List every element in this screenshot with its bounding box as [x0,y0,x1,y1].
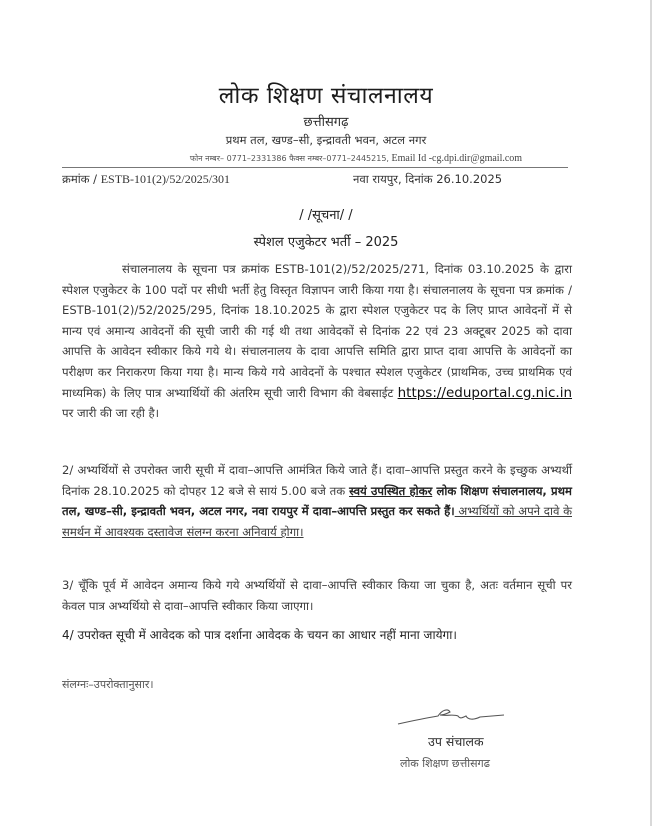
signature-icon [396,704,506,726]
paragraph-2-in-person: स्वयं उपस्थित होकर [349,483,433,498]
reference-number [62,172,230,187]
enclosure-note: संलग्नः–उपरोक्तानुसार। [62,678,154,691]
place-date: नवा रायपुर, दिनांक 26.10.2025 [353,172,503,186]
contact-line [0,153,652,164]
fax-number: फैक्स नम्बर–0771–2445215, [289,154,389,163]
notice-subject: स्पेशल एजुकेटर भर्ती – 2025 [253,235,399,250]
paragraph-2-text: 2/ अभ्यर्थियों से उपरोक्त जारी सूची में दावा–आपत्ति आमंत्रित किये जाते हैं। दावा–आपत्ति प्रस्तुत करने के इच्छुक अभ्यर्थी दिनांक 28.10.2025 को दोपहर 12 बजे से सायं 5.00 बजे तक [62,463,572,498]
paragraph-1-text: संचालनालय के सूचना पत्र क्रमांक ESTB-101(2)/52/2025/271, दिनांक 03.10.2025 के द्वारा स्पेशल एजुकेटर के 100 पदों पर सीधी भर्ती हेतु विस्तृत विज्ञापन जारी किया गया है। संचालनालय के सूचना पत्र क्रमांक / ESTB-101(2)/52/2025/295, दिनांक 18.10.2025 के द्वारा स्पेशल एजुकेटर पद के लिए प्राप्त आवेदनों में से मान्य एवं अमान्य आवेदनों की सूची जारी की गई थी तथा आवेदकों से दिनांक 22 एवं 23 अक्टूबर 2025 को दावा आपत्ति के आवेदन स्वीकार किये गये थे। संचालनालय के दावा आपत्ति समिति द्वारा प्राप्त दावा आपत्ति के आवेदनों का परीक्षण कर निराकरण किया गया है। मान्य किये गये आवेदनों के पश्चात स्पेशल एजुकेटर (प्राथमिक, उच्च प्राथमिक एवं माध्यमिक) के लिए पात्र अभ्यार्थियों की अंतरिम सूची जारी विभाग की वेबसाईट [62,262,572,400]
office-title: लोक शिक्षण संचालनालय [218,83,434,109]
notice-heading: / /सूचना/ / [299,208,353,223]
eduportal-link[interactable]: https://eduportal.cg.nic.in [397,384,573,401]
phone-number: फोन नम्बर– 0771–2331386 [189,154,287,163]
paragraph-1 [62,259,572,424]
email-address[interactable]: Email Id -cg.dpi.dir@gmail.com [391,153,523,164]
paragraph-2 [62,460,572,542]
office-address: प्रथम तल, खण्ड–सी, इन्द्रावती भवन, अटल नगर [225,133,427,147]
paragraph-3: 3/ चूँकि पूर्व में आवेदन अमान्य किये गये अभ्यर्थियों से दावा–आपत्ति स्वीकार किया जा चुका है, अतः वर्तमान सूची पर केवल पात्र अभ्यर्थियो से दावा–आपत्ति स्वीकार किया जाएगा। [62,578,572,613]
header-divider [62,167,568,168]
signatory-title: उप संचालक [428,734,484,749]
reference-label: क्रमांक / [62,172,101,186]
signatory-office: लोक शिक्षण छत्तीसगढ [400,757,490,770]
paragraph-2-venue: लोक शिक्षण संचालनालय, प्रथम तल, खण्ड–सी, इन्द्रावती भवन, अटल नगर, नवा रायपुर में दावा–आपत्ति प्रस्तुत कर सकते हैं। [62,483,572,519]
paragraph-2-documents: अभ्यर्थियों को अपने दावे के समर्थन में आवश्यक दस्तावेज संलग्न करना अनिवार्य होगा। [62,504,572,539]
office-state: छत्तीसगढ़ [303,115,349,130]
paragraph-4: 4/ उपरोक्त सूची में आवेदक को पात्र दर्शाना आवेदक के चयन का आधार नहीं माना जायेगा। [62,628,457,642]
reference-code: ESTB-101(2)/52/2025/301 [100,172,231,186]
paragraph-1-tail: पर जारी की जा रही है। [62,406,160,421]
